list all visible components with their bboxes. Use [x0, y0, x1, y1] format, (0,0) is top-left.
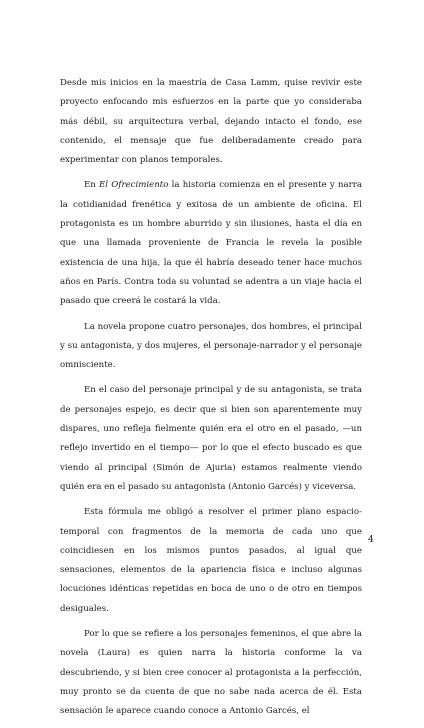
- paragraph-3: La novela propone cuatro personajes, dos hombres, el principal y su antagonista, y dos mujeres, el personaje-narrador y el personaje omnisciente.: [60, 321, 362, 371]
- paragraph-2-body: historia comienza en el presente y narra la cotidianidad frenética y exitosa de un ambiente de oficina. El protagonista es un hombre aburrido y sin ilusiones, hasta el día en que una llamada proveniente de Francia le revela la posible existencia de una hija, la que él habría deseado tener hace muchos años en París. Contra toda su voluntad se adentra a un viaje hacia el pasado que creerá le costará la vida.: [60, 180, 363, 307]
- paragraph-2-sep: la: [168, 180, 183, 191]
- paragraph-6: Por lo que se refiere a los personajes femeninos, el que abre la novela (Laura) es quien narra la historia conforme la va descubriendo, y si bien cree conocer al protagonista a la perfección, muy pronto se da cuenta de que no sabe nada acerca de él. Esta sensación le aparece cuando conoce a Antonio Garcés, el: [60, 629, 362, 717]
- paragraph-2: [60, 176, 362, 311]
- page-number: 4: [368, 535, 374, 545]
- document-page: [60, 74, 362, 728]
- paragraph-1: Desde mis inicios en la maestría de Casa Lamm, quise revivir este proyecto enfocando mis esfuerzos en la parte que yo consideraba más débil, su arquitectura verbal, dejando intacto el fondo, ese contenido, el mensaje que fue deliberadamente creado para experimentar con planos temporales.: [60, 78, 362, 166]
- novel-title: El Ofrecimiento: [99, 180, 169, 191]
- paragraph-5: Esta fórmula me obligó a resolver el primer plano espacio-temporal con fragmentos de la memoria de cada uno que coincidiesen en los mismos puntos pasados, al igual que sensaciones, elementos de la apariencia física e incluso algunas locuciones idénticas repetidas en boca de uno o de otro en tiempos desiguales.: [60, 507, 362, 614]
- paragraph-2-lead: En: [84, 180, 100, 191]
- paragraph-4: En el caso del personaje principal y de su antagonista, se trata de personajes espejo, es decir que si bien son aparentemente muy dispares, uno refleja fielmente quién era el otro en el pasado, —un reflejo invertido en el tiempo— por lo que el efecto buscado es que viendo al principal (Simón de Ajuria) estamos realmente viendo quién era en el pasado su antagonista (Antonio Garcés) y viceversa.: [60, 385, 362, 492]
